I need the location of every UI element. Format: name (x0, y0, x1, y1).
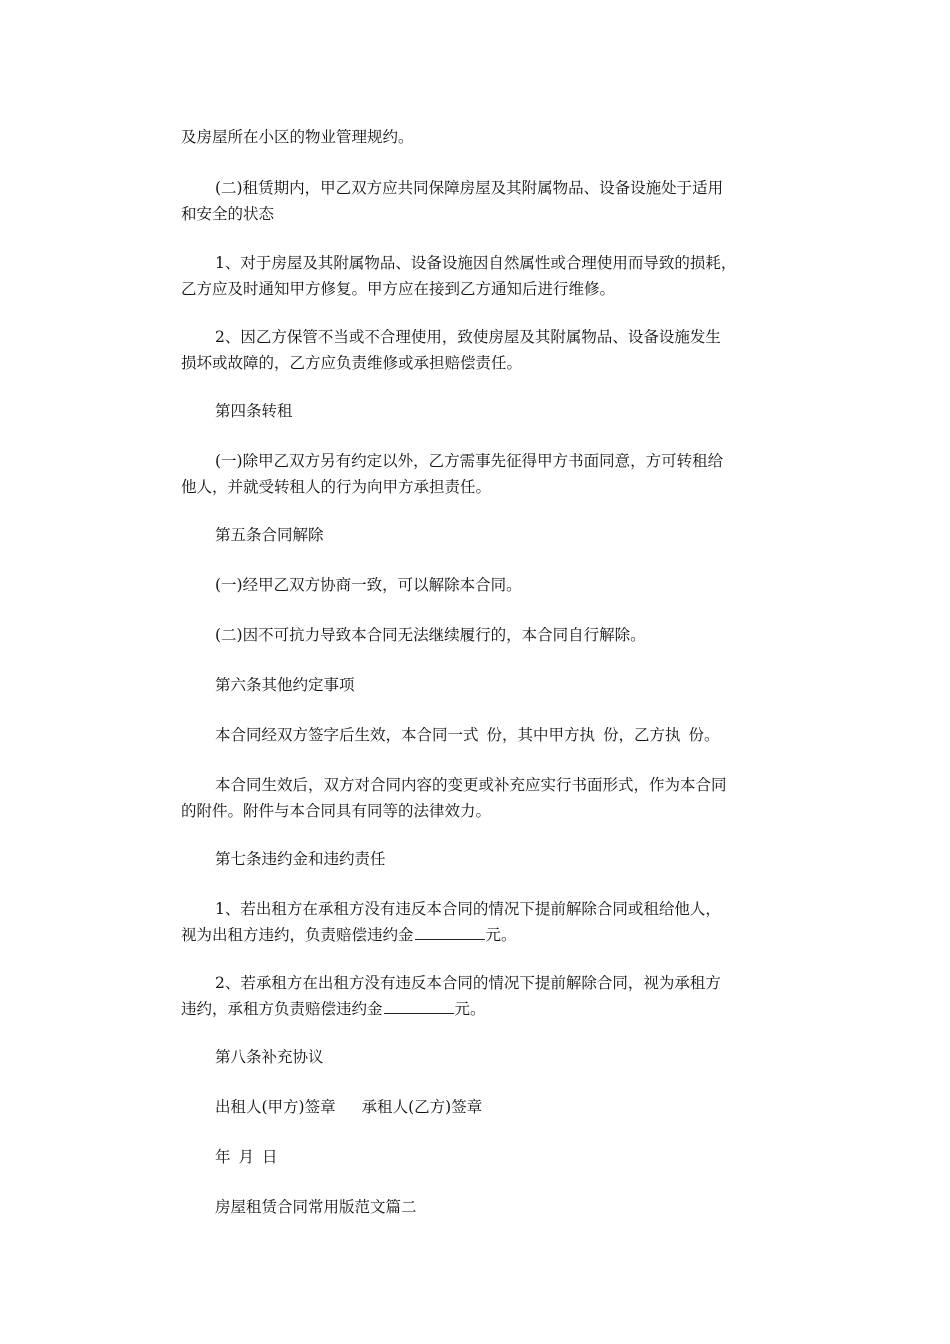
text-line: 1、若出租方在承租方没有违反本合同的情况下提前解除合同或租给他人， (215, 900, 721, 918)
heading-article-8: 第八条补充协议 (215, 1048, 324, 1066)
text-line: (二)租赁期内，甲乙双方应共同保障房屋及其附属物品、设备设施处于适用 (215, 179, 724, 197)
text-line: (一)除甲乙双方另有约定以外，乙方需事先征得甲方书面同意，方可转租给 (215, 452, 724, 470)
date-year-label: 年 (215, 1148, 231, 1166)
text-line: 1、对于房屋及其附属物品、设备设施因自然属性或合理使用而导致的损耗， (215, 254, 737, 272)
heading-article-4: 第四条转租 (215, 402, 293, 420)
paragraph-property-rules (181, 124, 781, 150)
lessee-signature-label: 承租人(乙方)签章 (361, 1098, 483, 1116)
paragraph-mutual-termination: (一)经甲乙双方协商一致，可以解除本合同。 (215, 576, 522, 594)
date-month-label: 月 (238, 1148, 255, 1166)
copies-text-c: 份，乙方执 (603, 726, 681, 744)
heading-article-7: 第七条违约金和违约责任 (215, 850, 386, 868)
text-fragment: 违约，承租方负责赔偿违约金 (181, 1000, 383, 1018)
date-line (181, 1144, 781, 1170)
blank-amount-field (384, 997, 454, 1014)
blank-amount-field (415, 923, 485, 940)
copies-text-a: 本合同经双方签字后生效，本合同一式 (215, 726, 479, 744)
text-fragment: 视为出租方违约，负责赔偿违约金 (181, 926, 414, 944)
copies-text-b: 份，其中甲方执 (486, 726, 596, 744)
paragraph-force-majeure: (二)因不可抗力导致本合同无法继续履行的，本合同自行解除。 (215, 626, 646, 644)
text-fragment: 元。 (454, 1000, 486, 1018)
heading-article-5: 第五条合同解除 (215, 526, 324, 544)
signature-line (181, 1094, 781, 1120)
text-line: 乙方应及时通知甲方修复。甲方应在接到乙方通知后进行维修。 (181, 280, 616, 298)
copies-text-d: 份。 (688, 726, 720, 744)
text-fragment: 元。 (485, 926, 517, 944)
paragraph-natural-wear (181, 250, 781, 302)
paragraph-maintenance-duty (181, 175, 781, 227)
paragraph-copies (181, 722, 781, 748)
paragraph-sublease (181, 448, 781, 500)
text-line: 及房屋所在小区的物业管理规约。 (181, 128, 414, 146)
text-line: 本合同生效后，双方对合同内容的变更或补充应实行书面形式，作为本合同 (215, 776, 727, 794)
text-line: 他人，并就受转租人的行为向甲方承担责任。 (181, 478, 492, 496)
text-line: 2、因乙方保管不当或不合理使用，致使房屋及其附属物品、设备设施发生 (215, 328, 721, 346)
paragraph-lessor-breach (181, 896, 781, 948)
next-section-title: 房屋租赁合同常用版范文篇二 (215, 1198, 417, 1216)
date-day-label: 日 (262, 1148, 278, 1166)
paragraph-damage-liability (181, 324, 781, 376)
text-line: 和安全的状态 (181, 205, 275, 223)
text-line: 损坏或故障的，乙方应负责维修或承担赔偿责任。 (181, 354, 523, 372)
lessor-signature-label: 出租人(甲方)签章 (215, 1098, 336, 1116)
paragraph-amendments (181, 772, 781, 824)
paragraph-lessee-breach (181, 970, 781, 1022)
text-line: 2、若承租方在出租方没有违反本合同的情况下提前解除合同，视为承租方 (215, 974, 721, 992)
text-line: 的附件。附件与本合同具有同等的法律效力。 (181, 802, 492, 820)
heading-article-6: 第六条其他约定事项 (215, 676, 355, 694)
